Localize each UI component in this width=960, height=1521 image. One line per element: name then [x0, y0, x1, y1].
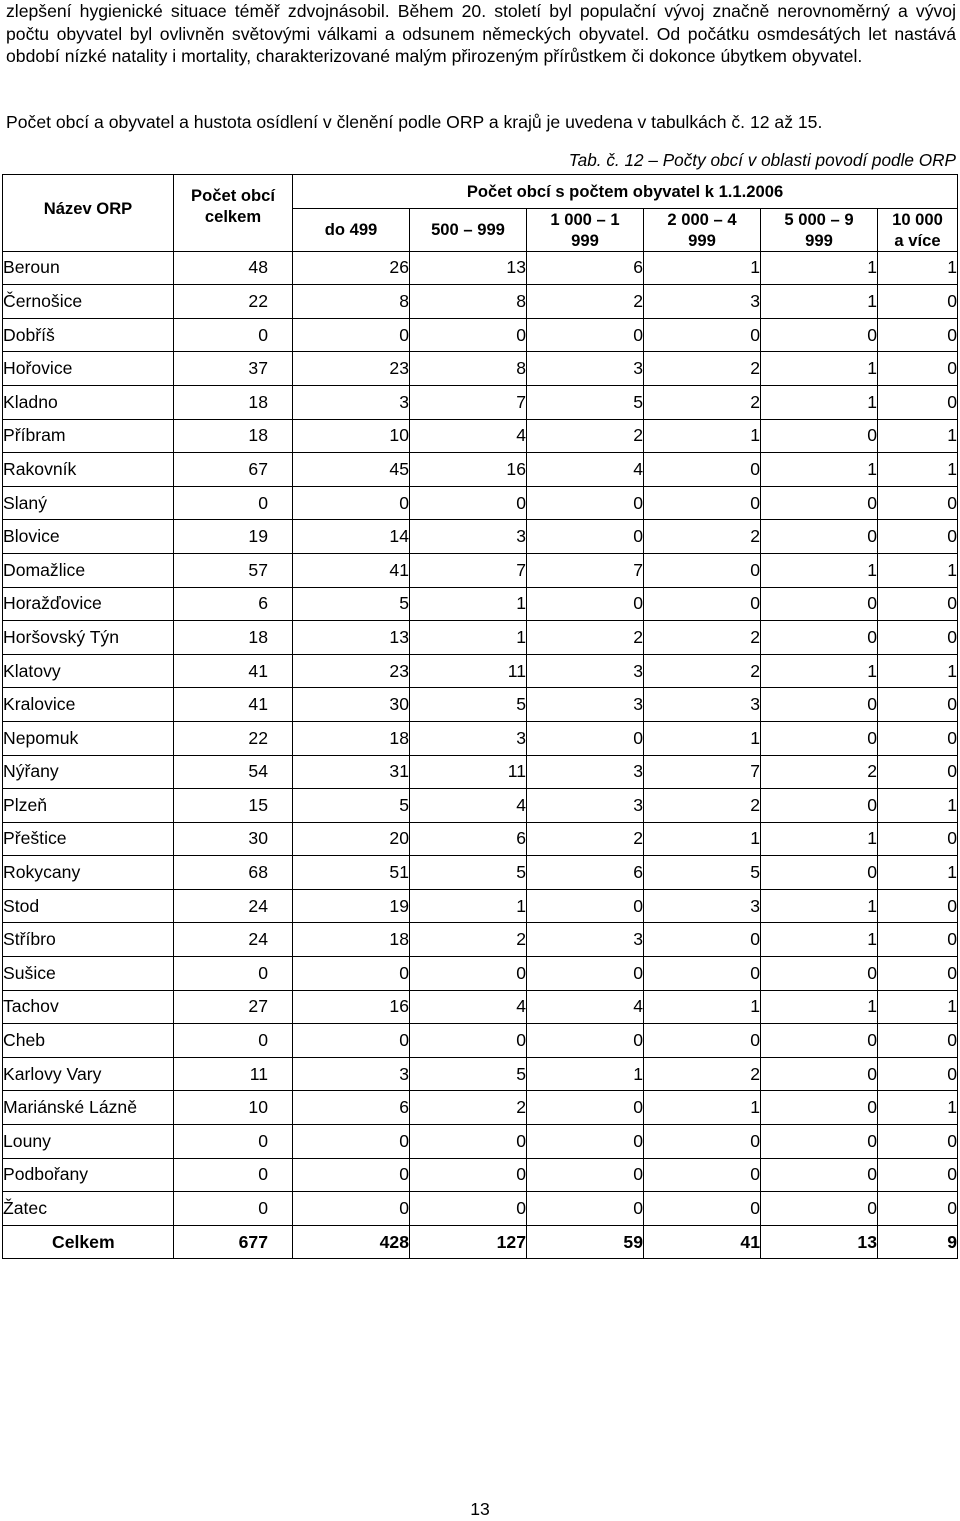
size-count-cell: 1	[878, 990, 958, 1024]
size-count-cell: 2	[410, 923, 527, 957]
size-count-cell: 2	[644, 352, 761, 386]
size-count-cell: 4	[410, 789, 527, 823]
size-count-cell: 16	[410, 453, 527, 487]
size-count-cell: 5	[527, 385, 644, 419]
size-count-cell: 1	[761, 385, 878, 419]
size-count-cell: 11	[410, 755, 527, 789]
total-count-cell: 0	[174, 957, 293, 991]
orp-name-cell: Karlovy Vary	[3, 1057, 174, 1091]
table-row	[3, 1091, 958, 1125]
size-count-cell: 0	[644, 486, 761, 520]
size-count-cell: 3	[644, 889, 761, 923]
size-count-cell: 0	[410, 1192, 527, 1226]
total-count-cell: 41	[174, 654, 293, 688]
total-count-cell: 19	[174, 520, 293, 554]
size-count-cell: 428	[293, 1225, 410, 1259]
size-count-cell: 0	[644, 957, 761, 991]
orp-name-cell: Dobříš	[3, 318, 174, 352]
size-count-cell: 0	[644, 1158, 761, 1192]
total-count-cell: 0	[174, 486, 293, 520]
table-row	[3, 486, 958, 520]
size-count-cell: 1	[761, 822, 878, 856]
size-count-cell: 2	[410, 1091, 527, 1125]
size-count-cell: 5	[410, 688, 527, 722]
size-count-cell: 4	[527, 453, 644, 487]
orp-name-cell: Horšovský Týn	[3, 621, 174, 655]
total-count-cell: 6	[174, 587, 293, 621]
orp-name-cell: Nepomuk	[3, 721, 174, 755]
size-count-cell: 3	[527, 352, 644, 386]
size-count-cell: 0	[527, 318, 644, 352]
table-row	[3, 822, 958, 856]
size-count-cell: 10	[293, 419, 410, 453]
size-count-cell: 0	[293, 1192, 410, 1226]
size-count-cell: 7	[410, 385, 527, 419]
size-count-cell: 26	[293, 251, 410, 285]
table-row	[3, 1057, 958, 1091]
size-count-cell: 18	[293, 721, 410, 755]
size-count-cell: 3	[410, 721, 527, 755]
size-count-cell: 0	[644, 587, 761, 621]
size-count-cell: 51	[293, 856, 410, 890]
orp-name-cell: Kladno	[3, 385, 174, 419]
header-size-col-5: 5 000 – 9 999	[761, 208, 878, 251]
size-count-cell: 3	[527, 654, 644, 688]
size-count-cell: 1	[878, 251, 958, 285]
size-count-cell: 0	[527, 486, 644, 520]
table-body	[3, 251, 958, 1259]
size-count-cell: 9	[878, 1225, 958, 1259]
size-count-cell: 2	[644, 789, 761, 823]
orp-name-cell: Tachov	[3, 990, 174, 1024]
table-row	[3, 453, 958, 487]
orp-name-cell: Stod	[3, 889, 174, 923]
size-count-cell: 1	[644, 721, 761, 755]
size-count-cell: 3	[527, 688, 644, 722]
size-count-cell: 0	[644, 453, 761, 487]
table-row	[3, 688, 958, 722]
size-count-cell: 0	[527, 721, 644, 755]
orp-municipality-table	[2, 174, 958, 1259]
size-count-cell: 2	[761, 755, 878, 789]
size-count-cell: 0	[761, 1057, 878, 1091]
size-count-cell: 1	[761, 990, 878, 1024]
total-count-cell: 67	[174, 453, 293, 487]
orp-name-cell: Rakovník	[3, 453, 174, 487]
size-count-cell: 20	[293, 822, 410, 856]
orp-name-cell: Nýřany	[3, 755, 174, 789]
size-count-cell: 7	[644, 755, 761, 789]
size-count-cell: 41	[293, 553, 410, 587]
header-size-col-4: 2 000 – 4 999	[644, 208, 761, 251]
size-count-cell: 1	[644, 822, 761, 856]
orp-name-cell: Blovice	[3, 520, 174, 554]
total-count-cell: 18	[174, 621, 293, 655]
size-count-cell: 5	[644, 856, 761, 890]
size-count-cell: 0	[878, 957, 958, 991]
size-count-cell: 2	[644, 520, 761, 554]
orp-name-cell: Mariánské Lázně	[3, 1091, 174, 1125]
size-count-cell: 0	[878, 587, 958, 621]
size-count-cell: 0	[410, 1158, 527, 1192]
header-total: Počet obcí celkem	[174, 175, 293, 252]
size-count-cell: 0	[761, 587, 878, 621]
size-count-cell: 0	[761, 721, 878, 755]
size-count-cell: 5	[293, 587, 410, 621]
size-count-cell: 3	[410, 520, 527, 554]
total-count-cell: 30	[174, 822, 293, 856]
size-count-cell: 3	[527, 789, 644, 823]
size-count-cell: 1	[410, 587, 527, 621]
total-count-cell: 68	[174, 856, 293, 890]
size-count-cell: 0	[293, 1125, 410, 1159]
size-count-cell: 0	[761, 789, 878, 823]
table-row	[3, 856, 958, 890]
size-count-cell: 0	[527, 1125, 644, 1159]
size-count-cell: 31	[293, 755, 410, 789]
orp-name-cell: Domažlice	[3, 553, 174, 587]
size-count-cell: 13	[761, 1225, 878, 1259]
table-row	[3, 1192, 958, 1226]
size-count-cell: 0	[878, 822, 958, 856]
size-count-cell: 0	[761, 856, 878, 890]
size-count-cell: 3	[527, 755, 644, 789]
reference-paragraph: Počet obcí a obyvatel a hustota osídlení v členění podle ORP a krajů je uvedena v tabulkách č. 12 až 15.	[6, 112, 823, 132]
table-row	[3, 352, 958, 386]
size-count-cell: 6	[527, 251, 644, 285]
size-count-cell: 1	[878, 1091, 958, 1125]
size-count-cell: 3	[644, 285, 761, 319]
size-count-cell: 0	[878, 721, 958, 755]
table-row	[3, 553, 958, 587]
total-count-cell: 22	[174, 285, 293, 319]
size-count-cell: 1	[761, 553, 878, 587]
size-count-cell: 0	[761, 419, 878, 453]
size-count-cell: 1	[761, 654, 878, 688]
size-count-cell: 0	[878, 1125, 958, 1159]
orp-name-cell: Přeštice	[3, 822, 174, 856]
size-count-cell: 1	[644, 990, 761, 1024]
size-count-cell: 2	[527, 419, 644, 453]
size-count-cell: 0	[761, 1192, 878, 1226]
total-count-cell: 41	[174, 688, 293, 722]
header-orp-name: Název ORP	[3, 175, 174, 252]
table-row	[3, 385, 958, 419]
size-count-cell: 8	[410, 285, 527, 319]
size-count-cell: 14	[293, 520, 410, 554]
size-count-cell: 0	[761, 1091, 878, 1125]
size-count-cell: 0	[410, 957, 527, 991]
table-row	[3, 721, 958, 755]
size-count-cell: 5	[410, 856, 527, 890]
size-count-cell: 6	[293, 1091, 410, 1125]
size-count-cell: 0	[878, 755, 958, 789]
size-count-cell: 3	[644, 688, 761, 722]
size-count-cell: 13	[293, 621, 410, 655]
total-count-cell: 54	[174, 755, 293, 789]
intro-paragraph: zlepšení hygienické situace téměř zdvojnásobil. Během 20. století byl populační vývoj značně nerovnoměrný a vývoj počtu obyvatel byl ovlivněn světovými válkami a odsunem německých obyvatel. Od počátku osmdesátých let nastává období nízké natality i mortality, charakterizované malým přirozeným přírůstkem či dokonce úbytkem obyvatel.	[6, 1, 956, 66]
size-count-cell: 1	[761, 251, 878, 285]
size-count-cell: 2	[527, 822, 644, 856]
total-count-cell: 0	[174, 1192, 293, 1226]
orp-name-cell: Kralovice	[3, 688, 174, 722]
size-count-cell: 1	[878, 419, 958, 453]
total-count-cell: 0	[174, 1024, 293, 1058]
table-row	[3, 520, 958, 554]
size-count-cell: 7	[527, 553, 644, 587]
table-row	[3, 990, 958, 1024]
size-count-cell: 5	[410, 1057, 527, 1091]
orp-name-cell: Stříbro	[3, 923, 174, 957]
orp-name-cell: Sušice	[3, 957, 174, 991]
size-count-cell: 18	[293, 923, 410, 957]
size-count-cell: 0	[878, 352, 958, 386]
table-row	[3, 318, 958, 352]
table-caption: Tab. č. 12 – Počty obcí v oblasti povodí podle ORP	[568, 150, 956, 170]
table-row	[3, 285, 958, 319]
size-count-cell: 13	[410, 251, 527, 285]
total-count-cell: 37	[174, 352, 293, 386]
size-count-cell: 1	[761, 352, 878, 386]
size-count-cell: 0	[878, 1192, 958, 1226]
table-row	[3, 1024, 958, 1058]
size-count-cell: 1	[878, 453, 958, 487]
total-count-cell: 27	[174, 990, 293, 1024]
size-count-cell: 0	[644, 318, 761, 352]
size-count-cell: 127	[410, 1225, 527, 1259]
size-count-cell: 4	[410, 990, 527, 1024]
header-size-col-3: 1 000 – 1 999	[527, 208, 644, 251]
size-count-cell: 0	[761, 520, 878, 554]
size-count-cell: 0	[527, 1192, 644, 1226]
size-count-cell: 1	[644, 1091, 761, 1125]
size-count-cell: 4	[527, 990, 644, 1024]
orp-name-cell: Horažďovice	[3, 587, 174, 621]
size-count-cell: 0	[761, 1125, 878, 1159]
table-row	[3, 251, 958, 285]
orp-name-cell: Klatovy	[3, 654, 174, 688]
size-count-cell: 0	[761, 1024, 878, 1058]
size-count-cell: 1	[644, 251, 761, 285]
size-count-cell: 1	[761, 923, 878, 957]
size-count-cell: 0	[527, 889, 644, 923]
size-count-cell: 0	[410, 1024, 527, 1058]
orp-name-cell: Louny	[3, 1125, 174, 1159]
size-count-cell: 2	[644, 1057, 761, 1091]
size-count-cell: 59	[527, 1225, 644, 1259]
total-count-cell: 24	[174, 923, 293, 957]
size-count-cell: 0	[410, 1125, 527, 1159]
size-count-cell: 1	[761, 285, 878, 319]
size-count-cell: 0	[878, 621, 958, 655]
header-size-group: Počet obcí s počtem obyvatel k 1.1.2006	[293, 175, 958, 209]
table-row	[3, 755, 958, 789]
size-count-cell: 8	[293, 285, 410, 319]
total-count-cell: 48	[174, 251, 293, 285]
orp-name-cell: Slaný	[3, 486, 174, 520]
size-count-cell: 0	[878, 923, 958, 957]
size-count-cell: 1	[410, 621, 527, 655]
size-count-cell: 0	[410, 318, 527, 352]
orp-name-cell: Černošice	[3, 285, 174, 319]
size-count-cell: 30	[293, 688, 410, 722]
table-row	[3, 419, 958, 453]
orp-name-cell: Celkem	[3, 1225, 174, 1259]
size-count-cell: 0	[644, 1024, 761, 1058]
total-count-cell: 0	[174, 1125, 293, 1159]
size-count-cell: 0	[878, 1057, 958, 1091]
table-row	[3, 923, 958, 957]
size-count-cell: 16	[293, 990, 410, 1024]
size-count-cell: 19	[293, 889, 410, 923]
size-count-cell: 41	[644, 1225, 761, 1259]
size-count-cell: 3	[293, 1057, 410, 1091]
orp-name-cell: Příbram	[3, 419, 174, 453]
size-count-cell: 1	[878, 856, 958, 890]
size-count-cell: 1	[878, 553, 958, 587]
size-count-cell: 45	[293, 453, 410, 487]
header-size-col-1: do 499	[293, 208, 410, 251]
orp-name-cell: Hořovice	[3, 352, 174, 386]
size-count-cell: 1	[878, 654, 958, 688]
header-size-col-2: 500 – 999	[410, 208, 527, 251]
size-count-cell: 1	[410, 889, 527, 923]
size-count-cell: 2	[527, 621, 644, 655]
orp-name-cell: Rokycany	[3, 856, 174, 890]
orp-name-cell: Žatec	[3, 1192, 174, 1226]
size-count-cell: 7	[410, 553, 527, 587]
table-row	[3, 789, 958, 823]
size-count-cell: 0	[527, 1158, 644, 1192]
total-count-cell: 15	[174, 789, 293, 823]
size-count-cell: 11	[410, 654, 527, 688]
page-number: 13	[470, 1499, 490, 1519]
size-count-cell: 0	[761, 1158, 878, 1192]
size-count-cell: 23	[293, 654, 410, 688]
total-count-cell: 11	[174, 1057, 293, 1091]
size-count-cell: 0	[761, 688, 878, 722]
size-count-cell: 0	[878, 318, 958, 352]
size-count-cell: 0	[761, 486, 878, 520]
total-count-cell: 18	[174, 419, 293, 453]
total-count-cell: 677	[174, 1225, 293, 1259]
size-count-cell: 0	[878, 385, 958, 419]
table-row	[3, 621, 958, 655]
total-count-cell: 57	[174, 553, 293, 587]
size-count-cell: 1	[527, 1057, 644, 1091]
size-count-cell: 8	[410, 352, 527, 386]
size-count-cell: 2	[644, 654, 761, 688]
size-count-cell: 0	[527, 957, 644, 991]
size-count-cell: 2	[644, 385, 761, 419]
size-count-cell: 4	[410, 419, 527, 453]
table-row	[3, 587, 958, 621]
table-row	[3, 1125, 958, 1159]
size-count-cell: 0	[293, 486, 410, 520]
size-count-cell: 1	[761, 453, 878, 487]
size-count-cell: 0	[878, 688, 958, 722]
size-count-cell: 0	[878, 285, 958, 319]
size-count-cell: 6	[527, 856, 644, 890]
size-count-cell: 5	[293, 789, 410, 823]
size-count-cell: 2	[527, 285, 644, 319]
size-count-cell: 0	[878, 1024, 958, 1058]
size-count-cell: 6	[410, 822, 527, 856]
size-count-cell: 1	[761, 889, 878, 923]
size-count-cell: 0	[761, 621, 878, 655]
table-row	[3, 654, 958, 688]
total-count-cell: 10	[174, 1091, 293, 1125]
total-count-cell: 24	[174, 889, 293, 923]
size-count-cell: 3	[527, 923, 644, 957]
size-count-cell: 0	[527, 1024, 644, 1058]
orp-name-cell: Podbořany	[3, 1158, 174, 1192]
size-count-cell: 0	[293, 318, 410, 352]
total-count-cell: 0	[174, 1158, 293, 1192]
total-row	[3, 1225, 958, 1259]
size-count-cell: 0	[293, 957, 410, 991]
orp-name-cell: Cheb	[3, 1024, 174, 1058]
orp-name-cell: Beroun	[3, 251, 174, 285]
size-count-cell: 23	[293, 352, 410, 386]
size-count-cell: 0	[644, 923, 761, 957]
size-count-cell: 1	[644, 419, 761, 453]
table-row	[3, 957, 958, 991]
table-row	[3, 889, 958, 923]
size-count-cell: 0	[293, 1158, 410, 1192]
size-count-cell: 0	[878, 889, 958, 923]
total-count-cell: 18	[174, 385, 293, 419]
size-count-cell: 0	[878, 1158, 958, 1192]
size-count-cell: 0	[293, 1024, 410, 1058]
size-count-cell: 0	[527, 587, 644, 621]
table-row	[3, 1158, 958, 1192]
orp-name-cell: Plzeň	[3, 789, 174, 823]
size-count-cell: 0	[761, 957, 878, 991]
size-count-cell: 0	[878, 486, 958, 520]
size-count-cell: 0	[527, 520, 644, 554]
size-count-cell: 3	[293, 385, 410, 419]
header-size-col-6: 10 000 a více	[878, 208, 958, 251]
size-count-cell: 0	[644, 553, 761, 587]
size-count-cell: 0	[761, 318, 878, 352]
size-count-cell: 1	[878, 789, 958, 823]
size-count-cell: 0	[644, 1192, 761, 1226]
total-count-cell: 0	[174, 318, 293, 352]
total-count-cell: 22	[174, 721, 293, 755]
size-count-cell: 0	[644, 1125, 761, 1159]
size-count-cell: 2	[644, 621, 761, 655]
size-count-cell: 0	[527, 1091, 644, 1125]
size-count-cell: 0	[878, 520, 958, 554]
size-count-cell: 0	[410, 486, 527, 520]
